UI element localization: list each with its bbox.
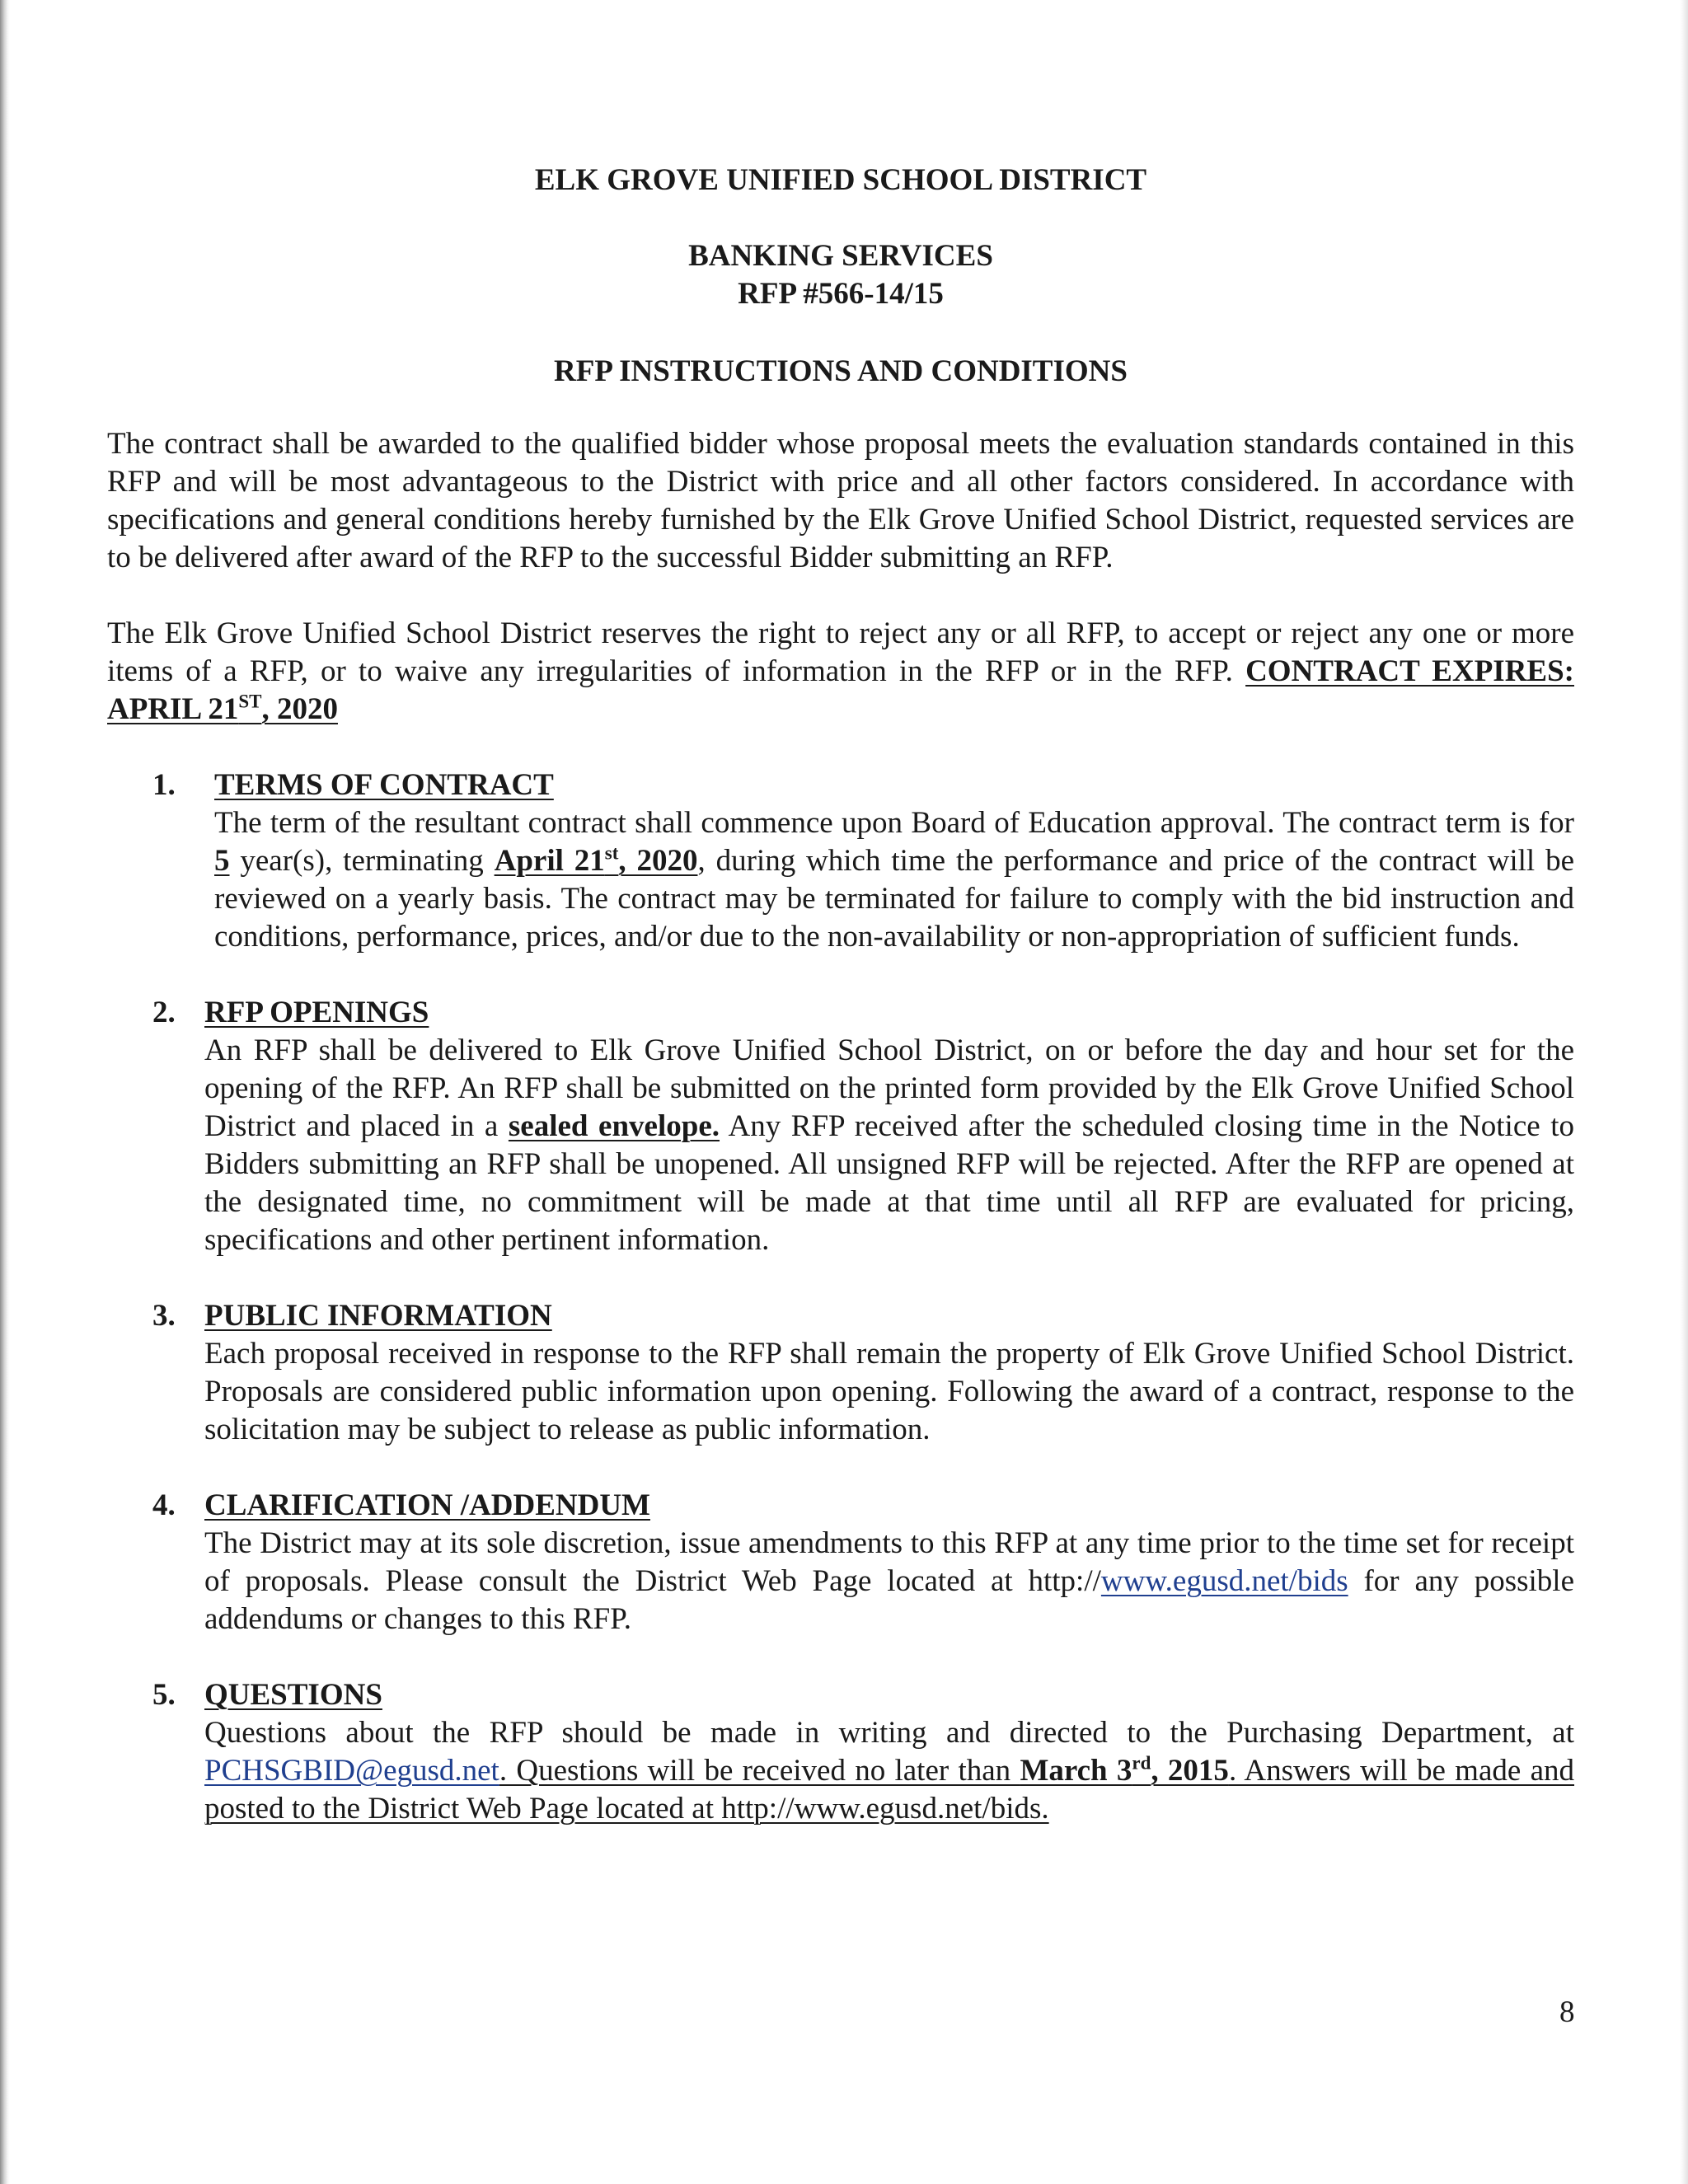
section-title: PUBLIC INFORMATION — [204, 1299, 552, 1333]
contract-expires-date-suffix: ST — [238, 691, 262, 712]
district-heading: ELK GROVE UNIFIED SCHOOL DISTRICT — [534, 163, 1147, 197]
section-title: TERMS OF CONTRACT — [214, 768, 554, 802]
scan-edge-left — [0, 0, 10, 2184]
contract-expires-date: APRIL 21 — [107, 692, 239, 726]
section-number: 1. — [152, 768, 176, 802]
rfp-number-heading: RFP #566-14/15 — [738, 277, 944, 311]
section-title: QUESTIONS — [204, 1678, 382, 1712]
section-rfp-openings — [107, 994, 1574, 1259]
paragraph-gap — [107, 729, 1574, 766]
paragraph-gap — [107, 1259, 1574, 1297]
section-terms-of-contract — [107, 766, 1574, 956]
section-questions — [107, 1676, 1574, 1828]
sealed-envelope-emphasis: sealed envelope. — [508, 1109, 720, 1143]
questions-deadline-text: . Questions will be received no later than March 3rd, 2015. Answers will be made and posted to the District Web Page located at http://www.egusd.net/bids. — [204, 1752, 1575, 1825]
intro-paragraph-1: The contract shall be awarded to the qualified bidder whose proposal meets the evaluation standards contained in this RFP and will be most advantageous to the District with price and all other factors considered. In accordance with specifications and general conditions hereby furnished by the Elk Grove Unified School District, requested services are to be delivered after award of the RFP to the successful Bidder submitting an RFP. — [107, 427, 1574, 574]
paragraph-gap — [107, 1449, 1574, 1487]
email-link[interactable]: PCHSGBID@egusd.net — [204, 1754, 499, 1788]
section-title: CLARIFICATION /ADDENDUM — [204, 1488, 650, 1522]
scan-edge-right — [1680, 0, 1688, 2184]
section-text: An RFP shall be delivered to Elk Grove Unified School District, on or before the day and hour set for the opening of the RFP. An RFP shall be submitted on the printed form provided by the Elk Grove Unified School District and placed in a sealed envelope. Any RFP received after the scheduled closing time in the Notice to Bidders submitting an RFP shall be unopened. All unsigned RFP will be rejected. After the RFP are opened at the designated time, no commitment will be made at that time until all RFP are evaluated for pricing, specifications and other pertinent information. — [204, 1033, 1574, 1257]
contract-expires-label: CONTRACT EXPIRES: APRIL 21ST, 2020 — [107, 654, 1574, 726]
section-text: The District may at its sole discretion, issue amendments to this RFP at any time prior to the time set for receipt of proposals. Please consult the District Web Page located at http://www.egusd.net/bids for any possible addendums or changes to this RFP. — [204, 1526, 1574, 1636]
section-clarification-addendum — [107, 1487, 1574, 1638]
section-text: Questions about the RFP should be made in writing and directed to the Purchasing Department, at PCHSGBID@egusd.net. Questions will be received no later than March 3rd, 2015. Answers will be made and posted to the District Web Page located at http://www.egusd.net/bids. — [204, 1716, 1575, 1825]
bids-page-link[interactable]: www.egusd.net/bids — [1100, 1564, 1348, 1598]
paragraph-gap — [107, 577, 1574, 615]
service-heading: BANKING SERVICES — [688, 239, 993, 273]
contract-years: 5 — [214, 844, 230, 878]
section-number: 3. — [152, 1299, 176, 1333]
contract-expires-year: , 2020 — [261, 692, 338, 726]
section-public-information — [107, 1297, 1574, 1449]
instructions-heading: RFP INSTRUCTIONS AND CONDITIONS — [554, 354, 1128, 388]
paragraph-gap — [107, 1638, 1574, 1676]
termination-date: April 21st, 2020 — [494, 842, 698, 878]
section-text: The term of the resultant contract shall commence upon Board of Education approval. The contract term is for 5 year(s), terminating April 21st, 2020, during which time the performance and price of the contract will be reviewed on a yearly basis. The contract may be terminated for failure to comply with the bid instruction and conditions, performance, prices, and/or due to the non-availability or non-appropriation of sufficient funds. — [214, 806, 1574, 954]
section-number: 2. — [152, 996, 176, 1029]
section-number: 4. — [152, 1488, 176, 1522]
paragraph-gap — [107, 956, 1574, 994]
section-title: RFP OPENINGS — [204, 996, 429, 1029]
page-number: 8 — [1559, 1995, 1575, 2029]
section-text: Each proposal received in response to the RFP shall remain the property of Elk Grove Unified School District. Proposals are considered public information upon opening. Following the award of a contract, response to the solicitation may be subject to release as public information. — [204, 1337, 1574, 1446]
intro-paragraph-2 — [107, 615, 1574, 729]
section-number: 5. — [152, 1678, 176, 1712]
questions-deadline-date: March 3rd, 2015 — [1020, 1752, 1229, 1788]
document-page — [107, 162, 1574, 1828]
intro-paragraph-2-text: The Elk Grove Unified School District reserves the right to reject any or all RFP, to accept or reject any one or more items of a RFP, or to waive any irregularities of information in the RFP or in the RFP. — [107, 616, 1574, 688]
